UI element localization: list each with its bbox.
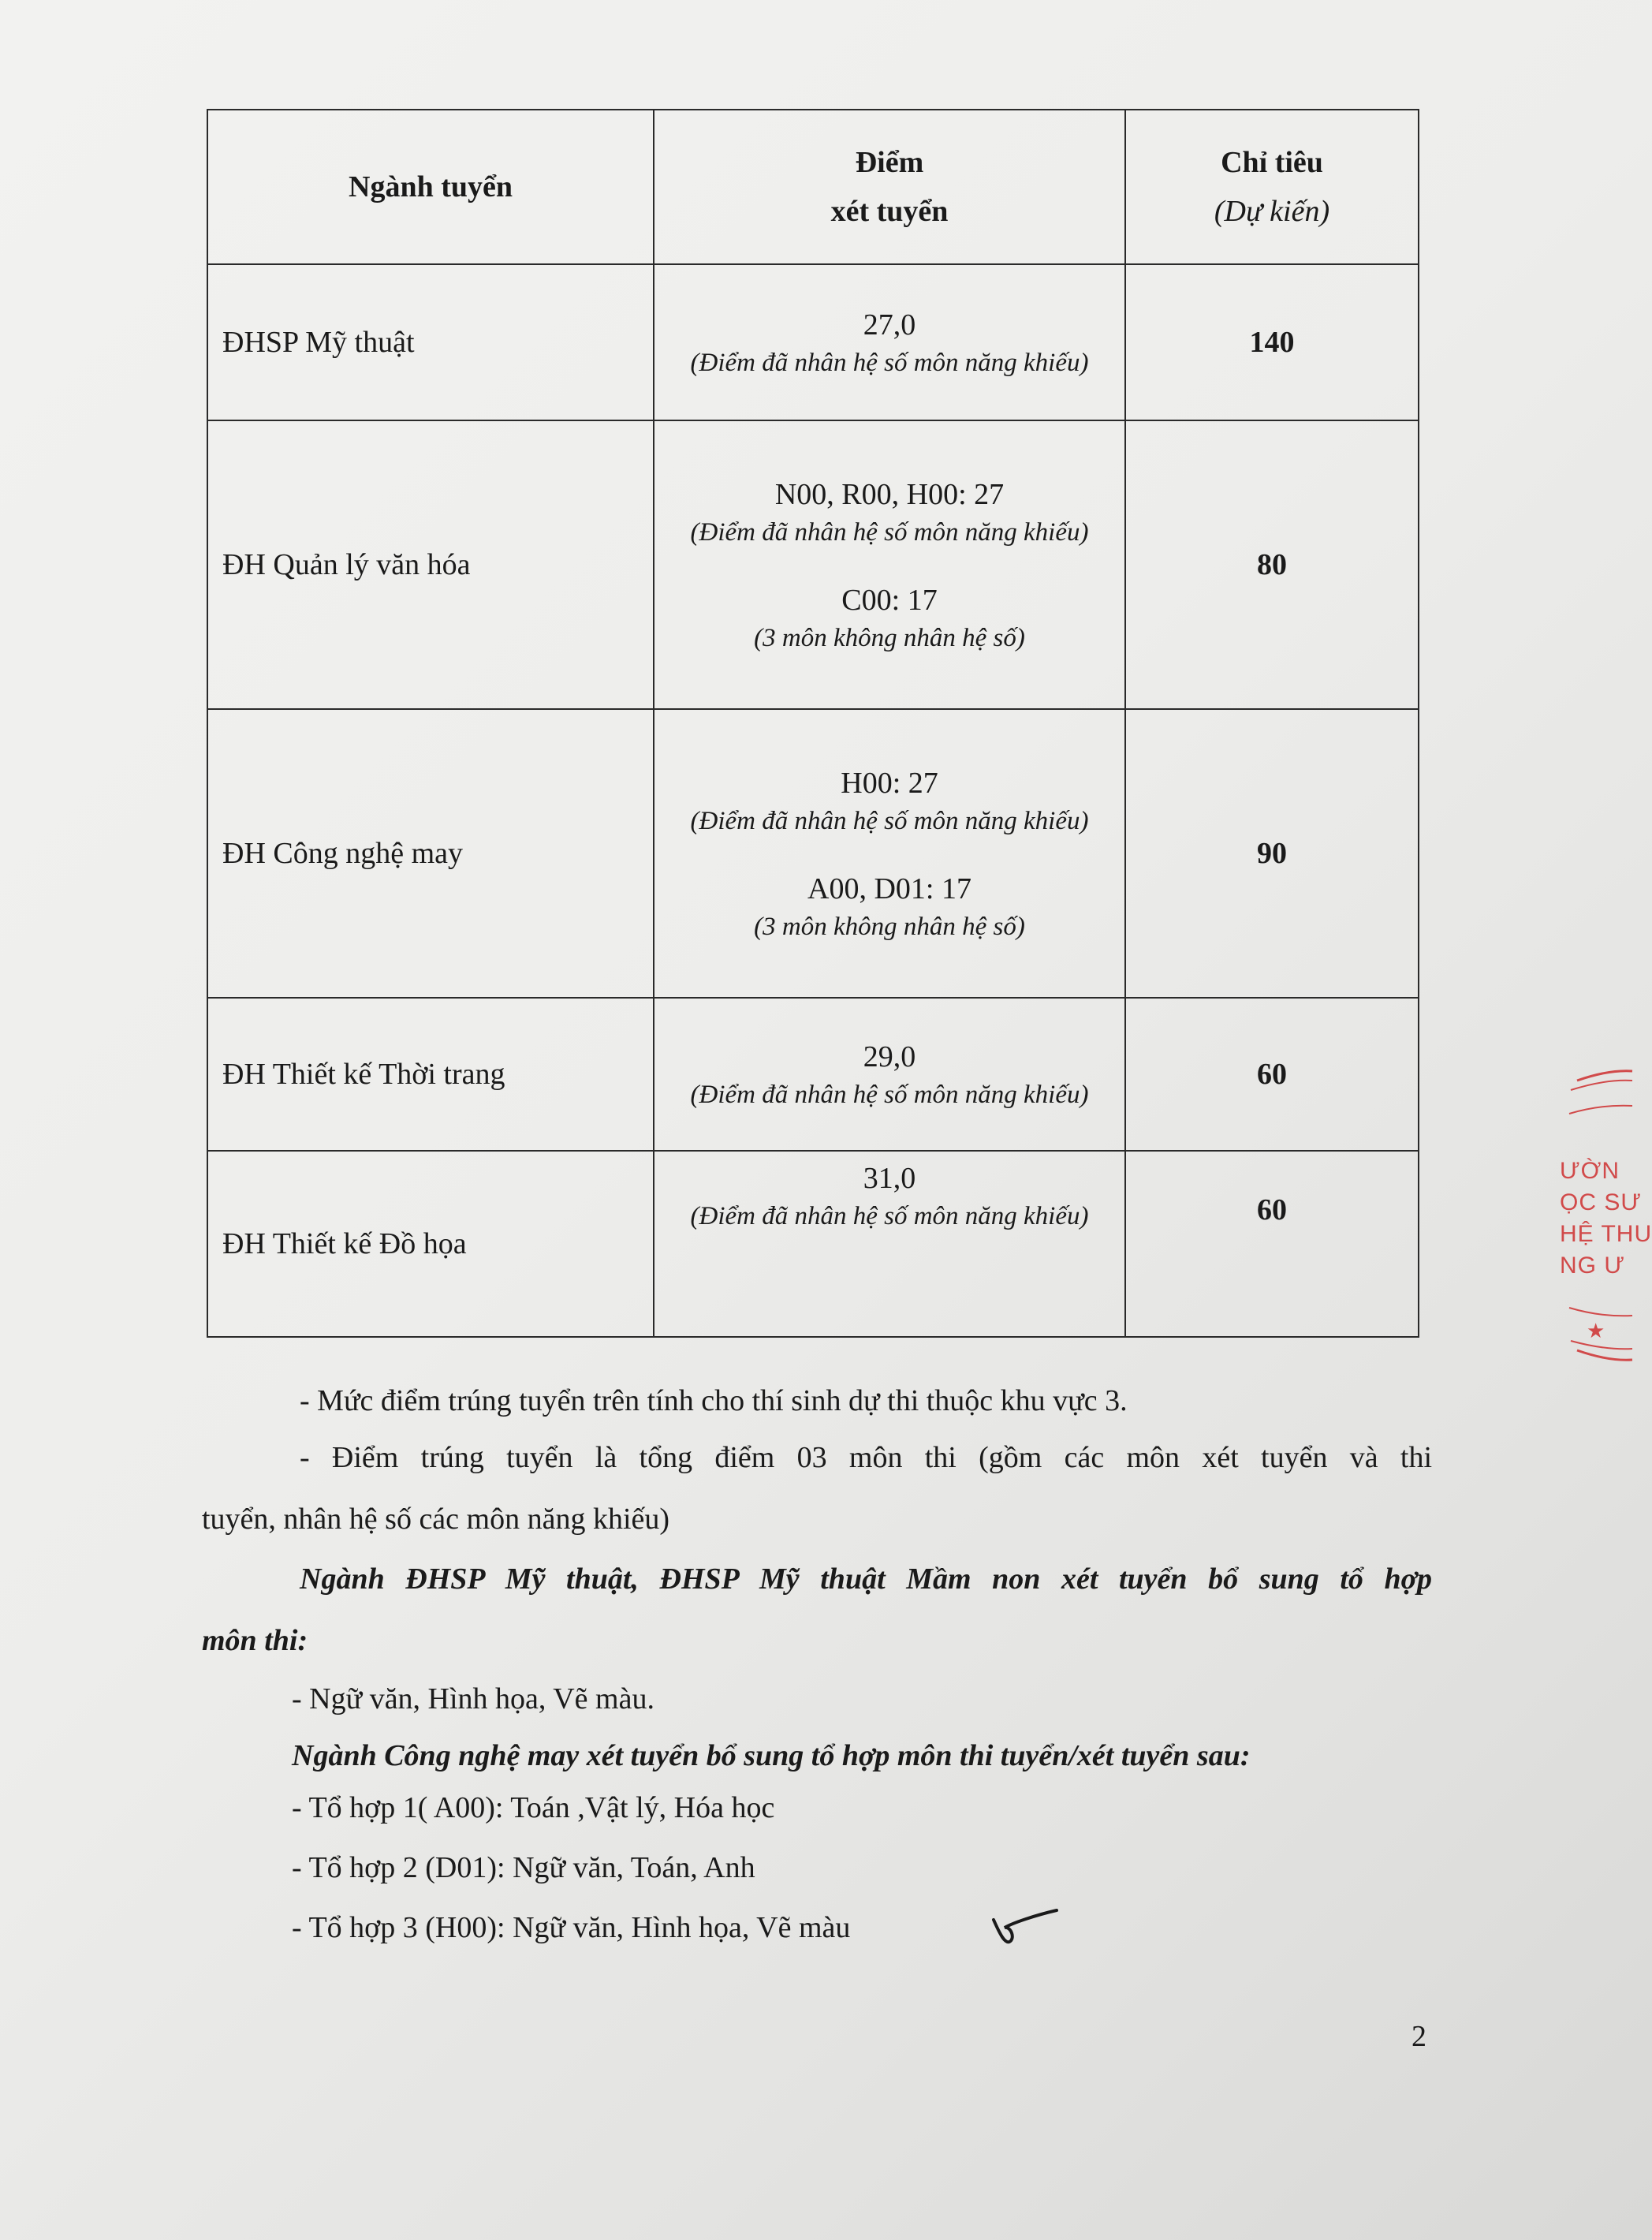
quota-cell: 60 (1125, 1151, 1419, 1337)
header-quota: Chỉ tiêu (Dự kiến) (1125, 110, 1419, 264)
quota-cell: 90 (1125, 709, 1419, 998)
heading-fine-arts-line1: Ngành ĐHSP Mỹ thuật, ĐHSP Mỹ thuật Mầm non xét tuyển bổ sung tổ hợp (300, 1562, 1432, 1596)
initial-signature (989, 1902, 1060, 1950)
score-cell: 27,0 (Điểm đã nhân hệ số môn năng khiếu) (654, 264, 1125, 420)
admission-score-table (207, 109, 1419, 1338)
heading-garment-technology: Ngành Công nghệ may xét tuyển bổ sung tổ hợp môn thi tuyển/xét tuyển sau: (292, 1739, 1251, 1772)
note-total-score-line2: tuyển, nhân hệ số các môn năng khiếu) (202, 1503, 670, 1536)
official-stamp-fragment: ★ ƯỜN ỌC SƯ HỆ THU NG Ư (1530, 1057, 1624, 1372)
score-cell: 29,0 (Điểm đã nhân hệ số môn năng khiếu) (654, 998, 1125, 1151)
combination-h00: - Tổ hợp 3 (H00): Ngữ văn, Hình họa, Vẽ màu (292, 1911, 851, 1944)
table-header-row (207, 110, 1419, 264)
score-cell: 31,0 (Điểm đã nhân hệ số môn năng khiếu) (654, 1151, 1125, 1337)
table-row (207, 1151, 1419, 1337)
header-score: Điểm xét tuyển (654, 110, 1125, 264)
table-row (207, 264, 1419, 420)
note-region-3: - Mức điểm trúng tuyển trên tính cho thí sinh dự thi thuộc khu vực 3. (300, 1384, 1128, 1417)
table-row (207, 420, 1419, 709)
quota-cell: 60 (1125, 998, 1419, 1151)
program-name: ĐH Thiết kế Đồ họa (207, 1151, 654, 1337)
svg-text:★: ★ (1587, 1320, 1605, 1343)
quota-cell: 80 (1125, 420, 1419, 709)
page-number: 2 (1411, 2020, 1426, 2053)
table-row (207, 709, 1419, 998)
program-name: ĐH Quản lý văn hóa (207, 420, 654, 709)
note-total-score-line1: - Điểm trúng tuyển là tổng điểm 03 môn thi (gồm các môn xét tuyển và thi (300, 1441, 1432, 1474)
program-name: ĐHSP Mỹ thuật (207, 264, 654, 420)
score-cell: N00, R00, H00: 27 (Điểm đã nhân hệ số môn năng khiếu) C00: 17 (3 môn không nhân hệ số) (654, 420, 1125, 709)
score-cell: H00: 27 (Điểm đã nhân hệ số môn năng khiếu) A00, D01: 17 (3 môn không nhân hệ số) (654, 709, 1125, 998)
header-program: Ngành tuyển (207, 110, 654, 264)
table-row (207, 998, 1419, 1151)
program-name: ĐH Thiết kế Thời trang (207, 998, 654, 1151)
quota-cell: 140 (1125, 264, 1419, 420)
combination-a00: - Tổ hợp 1( A00): Toán ,Vật lý, Hóa học (292, 1791, 775, 1824)
program-name: ĐH Công nghệ may (207, 709, 654, 998)
fine-arts-combination: - Ngữ văn, Hình họa, Vẽ màu. (292, 1682, 654, 1715)
combination-d01: - Tổ hợp 2 (D01): Ngữ văn, Toán, Anh (292, 1851, 755, 1884)
heading-fine-arts-line2: môn thi: (202, 1624, 308, 1657)
